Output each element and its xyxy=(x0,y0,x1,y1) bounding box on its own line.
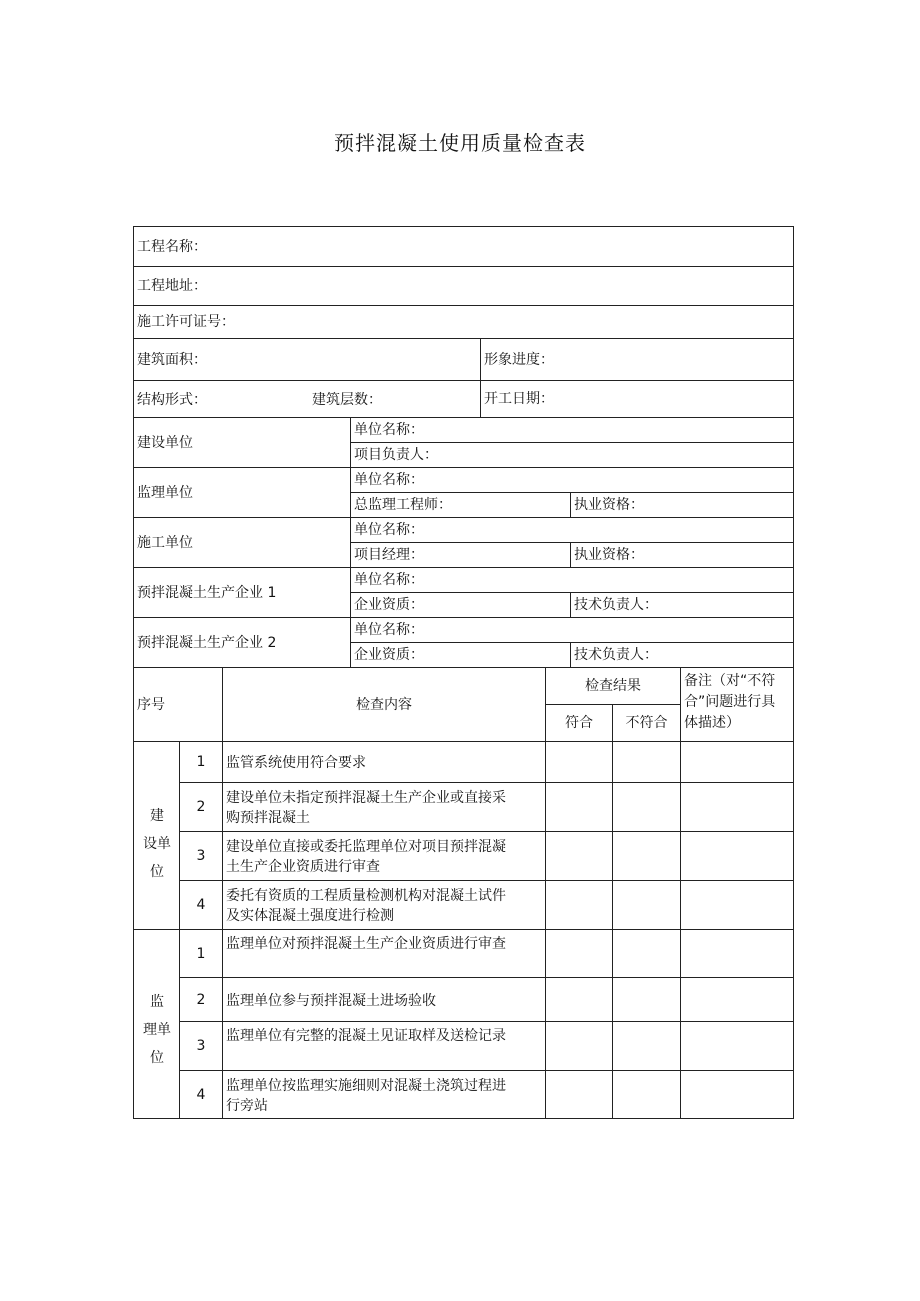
pass-header: 符合 xyxy=(545,704,613,742)
fail-cell[interactable] xyxy=(612,831,681,881)
remark-cell[interactable] xyxy=(680,741,794,783)
pass-cell[interactable] xyxy=(545,831,613,881)
structure-label: 结构形式： xyxy=(137,392,207,408)
item-number: 2 xyxy=(179,977,223,1022)
unit-field-cell[interactable] xyxy=(350,417,794,443)
item-content: 监理单位对预拌混凝土生产企业资质进行审查 xyxy=(222,929,546,978)
remark-cell[interactable] xyxy=(680,977,794,1022)
start-date-label: 开工日期： xyxy=(484,391,554,407)
unit-field-label: 企业资质： xyxy=(354,647,424,663)
unit-field-cell[interactable] xyxy=(350,517,794,543)
pass-cell[interactable] xyxy=(545,1070,613,1119)
unit-field-label: 单位名称： xyxy=(354,472,424,488)
item-number: 1 xyxy=(179,741,223,783)
unit-name: 建设单位 xyxy=(137,434,193,451)
remark-cell[interactable] xyxy=(680,782,794,832)
project-address-label: 工程地址： xyxy=(137,278,207,294)
unit-name-cell xyxy=(133,567,351,618)
progress-cell[interactable] xyxy=(480,338,794,381)
item-number: 1 xyxy=(179,929,223,978)
fail-cell[interactable] xyxy=(612,880,681,930)
unit-field-cell[interactable] xyxy=(350,542,571,568)
fail-cell[interactable] xyxy=(612,782,681,832)
project-address-cell[interactable] xyxy=(133,266,794,306)
content-header: 检查内容 xyxy=(222,667,546,742)
unit-name: 监理单位 xyxy=(137,484,193,501)
unit-field-cell[interactable] xyxy=(350,642,571,668)
group-name-line: 监 xyxy=(150,994,164,1010)
permit-number-label: 施工许可证号： xyxy=(137,314,235,330)
item-content: 建设单位未指定预拌混凝土生产企业或直接采 购预拌混凝土 xyxy=(222,782,546,832)
item-number: 2 xyxy=(179,782,223,832)
item-content: 建设单位直接或委托监理单位对项目预拌混凝 土生产企业资质进行审查 xyxy=(222,831,546,881)
group-name-cell xyxy=(133,741,180,930)
seq-header: 序号 xyxy=(133,667,223,742)
group-name-line: 位 xyxy=(150,864,164,880)
unit-field-cell[interactable] xyxy=(350,467,794,493)
unit-field-label: 项目负责人： xyxy=(354,447,438,463)
unit-field-label: 技术负责人： xyxy=(574,647,658,663)
unit-field-cell[interactable] xyxy=(570,542,794,568)
pass-cell[interactable] xyxy=(545,782,613,832)
unit-field-label: 执业资格： xyxy=(574,497,644,513)
unit-field-cell[interactable] xyxy=(570,492,794,518)
item-content: 监管系统使用符合要求 xyxy=(222,741,546,783)
item-number: 3 xyxy=(179,831,223,881)
remark-cell[interactable] xyxy=(680,831,794,881)
fail-header: 不符合 xyxy=(612,704,681,742)
unit-field-cell[interactable] xyxy=(350,567,794,593)
group-name-cell xyxy=(133,929,180,1119)
fail-cell[interactable] xyxy=(612,1021,681,1071)
group-name-line: 设单 xyxy=(143,836,171,852)
unit-field-label: 单位名称： xyxy=(354,572,424,588)
fail-cell[interactable] xyxy=(612,741,681,783)
pass-cell[interactable] xyxy=(545,1021,613,1071)
page-title: 预拌混凝土使用质量检查表 xyxy=(334,131,586,155)
item-number: 3 xyxy=(179,1021,223,1071)
result-header: 检查结果 xyxy=(545,667,681,705)
item-number: 4 xyxy=(179,1070,223,1119)
unit-field-label: 总监理工程师： xyxy=(354,497,452,513)
item-content: 监理单位按监理实施细则对混凝土浇筑过程进 行旁站 xyxy=(222,1070,546,1119)
permit-number-cell[interactable] xyxy=(133,305,794,339)
unit-field-label: 单位名称： xyxy=(354,622,424,638)
group-name-line: 建 xyxy=(150,808,164,824)
fail-cell[interactable] xyxy=(612,1070,681,1119)
unit-field-label: 项目经理： xyxy=(354,547,424,563)
unit-field-cell[interactable] xyxy=(350,442,794,468)
unit-field-label: 企业资质： xyxy=(354,597,424,613)
unit-field-cell[interactable] xyxy=(350,592,571,618)
remark-header: 备注（对“不符 合”问题进行具 体描述） xyxy=(680,667,794,742)
unit-field-cell[interactable] xyxy=(350,492,571,518)
start-date-cell[interactable] xyxy=(480,380,794,418)
fail-cell[interactable] xyxy=(612,977,681,1022)
item-content: 委托有资质的工程质量检测机构对混凝土试件 及实体混凝土强度进行检测 xyxy=(222,880,546,930)
pass-cell[interactable] xyxy=(545,741,613,783)
unit-name: 施工单位 xyxy=(137,534,193,551)
group-name-line: 理单 xyxy=(143,1022,171,1038)
floors-label: 建筑层数： xyxy=(312,392,382,408)
unit-field-label: 技术负责人： xyxy=(574,597,658,613)
group-name-line: 位 xyxy=(150,1050,164,1066)
remark-cell[interactable] xyxy=(680,880,794,930)
remark-cell[interactable] xyxy=(680,1070,794,1119)
building-area-cell[interactable] xyxy=(133,338,481,381)
unit-field-label: 单位名称： xyxy=(354,522,424,538)
unit-field-label: 执业资格： xyxy=(574,547,644,563)
fail-cell[interactable] xyxy=(612,929,681,978)
project-name-cell[interactable] xyxy=(133,226,794,267)
unit-name-cell xyxy=(133,517,351,568)
item-number: 4 xyxy=(179,880,223,930)
building-area-label: 建筑面积： xyxy=(137,351,207,368)
unit-name-cell xyxy=(133,617,351,668)
item-content: 监理单位有完整的混凝土见证取样及送检记录 xyxy=(222,1021,546,1071)
remark-cell[interactable] xyxy=(680,1021,794,1071)
unit-field-cell[interactable] xyxy=(570,592,794,618)
item-content: 监理单位参与预拌混凝土进场验收 xyxy=(222,977,546,1022)
unit-name: 预拌混凝土生产企业 1 xyxy=(137,584,277,601)
unit-name: 预拌混凝土生产企业 2 xyxy=(137,634,277,651)
pass-cell[interactable] xyxy=(545,880,613,930)
unit-name-cell xyxy=(133,417,351,468)
unit-field-label: 单位名称： xyxy=(354,422,424,438)
pass-cell[interactable] xyxy=(545,977,613,1022)
remark-cell[interactable] xyxy=(680,929,794,978)
project-name-label: 工程名称： xyxy=(137,238,207,255)
structure-floors-cell[interactable] xyxy=(133,380,481,418)
pass-cell[interactable] xyxy=(545,929,613,978)
unit-name-cell xyxy=(133,467,351,518)
progress-label: 形象进度： xyxy=(484,351,554,368)
unit-field-cell[interactable] xyxy=(570,642,794,668)
unit-field-cell[interactable] xyxy=(350,617,794,643)
